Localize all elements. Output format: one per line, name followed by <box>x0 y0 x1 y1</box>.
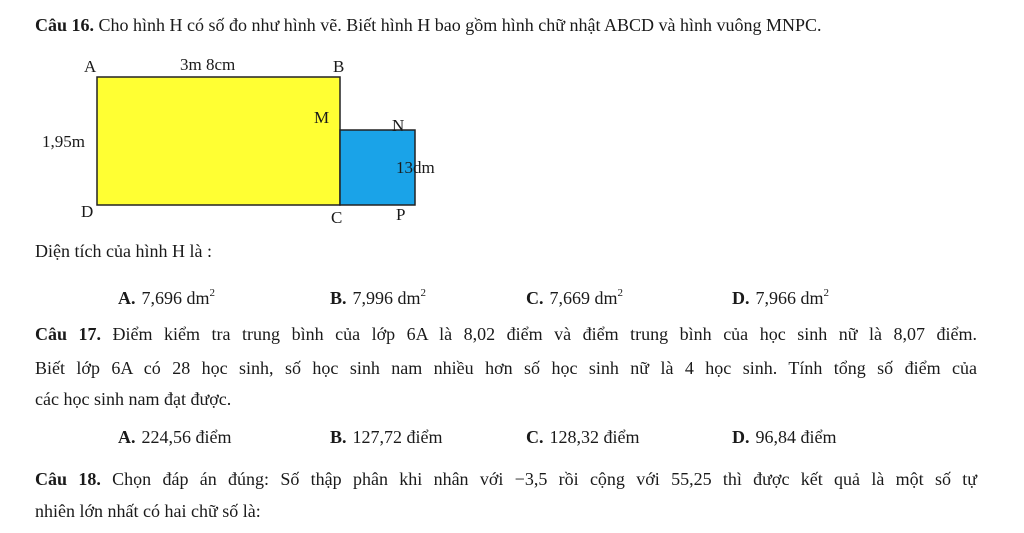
q17-option-d-letter: D. <box>732 427 750 447</box>
q16-option-b-letter: B. <box>330 288 347 308</box>
q16-option-c-exp: 2 <box>617 287 624 299</box>
q17-option-a-text: 224,56 điểm <box>141 427 232 447</box>
q17-line-1 <box>35 323 977 345</box>
label-c: C <box>331 208 343 227</box>
q16-option-d-value: 7,966 <box>755 288 796 308</box>
q16-figure <box>30 55 470 235</box>
label-a: A <box>84 57 97 76</box>
q17-option-b-text: 127,72 điểm <box>352 427 443 447</box>
q16-option-c-letter: C. <box>526 288 544 308</box>
q16-option-a <box>118 282 215 309</box>
label-n: N <box>392 116 405 135</box>
q16-option-b-exp: 2 <box>420 287 427 299</box>
q17-option-b-letter: B. <box>330 427 347 447</box>
label-left-length: 1,95m <box>42 132 85 151</box>
q16-option-a-letter: A. <box>118 288 136 308</box>
q17-option-c-text: 128,32 điểm <box>549 427 640 447</box>
label-m: M <box>314 108 330 127</box>
q17-option-a <box>118 426 232 448</box>
rectangle-abcd <box>97 77 340 205</box>
q16-option-c-value: 7,669 <box>549 288 590 308</box>
label-b: B <box>333 57 345 76</box>
label-top-length: 3m 8cm <box>180 55 236 74</box>
q16-number: Câu 16. <box>35 15 95 35</box>
q16-option-b-unit: dm <box>397 288 421 308</box>
label-p: P <box>396 205 406 224</box>
q16-option-c <box>526 282 623 309</box>
q16-option-a-value: 7,696 <box>141 288 182 308</box>
q16-text: Cho hình H có số đo như hình vẽ. Biết hình H bao gồm hình chữ nhật ABCD và hình vuông MNPC. <box>98 15 822 35</box>
q16-option-d-exp: 2 <box>823 287 830 299</box>
q18-line-1-text: Chọn đáp án đúng: Số thập phân khi nhân với −3,5 rồi cộng với 55,25 thì được kết quả là một số tự <box>112 469 978 489</box>
q17-line-1-text: Điểm kiểm tra trung bình của lớp 6A là 8,02 điểm và điểm trung bình của học sinh nữ là 8,07 điểm. <box>112 324 977 344</box>
q16-option-c-unit: dm <box>594 288 618 308</box>
q18-number: Câu 18. <box>35 469 101 489</box>
q16-prompt: Diện tích của hình H là : <box>35 241 212 261</box>
q17-option-c <box>526 426 640 448</box>
q16-option-d <box>732 282 829 309</box>
q16-option-b <box>330 282 426 309</box>
q16-option-b-value: 7,996 <box>352 288 394 308</box>
q16-statement <box>35 14 822 36</box>
q17-option-a-letter: A. <box>118 427 136 447</box>
q17-option-c-letter: C. <box>526 427 544 447</box>
q16-option-d-unit: dm <box>800 288 824 308</box>
q18-line-1 <box>35 468 977 490</box>
q16-option-a-exp: 2 <box>209 287 216 299</box>
q16-option-d-letter: D. <box>732 288 750 308</box>
q17-number: Câu 17. <box>35 324 102 344</box>
q17-option-b <box>330 426 443 448</box>
label-d: D <box>81 202 94 221</box>
q17-line-3: các học sinh nam đạt được. <box>35 389 232 409</box>
q18-line-2: nhiên lớn nhất có hai chữ số là: <box>35 501 261 521</box>
q17-option-d-text: 96,84 điểm <box>755 427 837 447</box>
q17-line-2: Biết lớp 6A có 28 học sinh, số học sinh nam nhiều hơn số học sinh nữ là 4 học sinh. Tính tổng số điểm của <box>35 358 977 378</box>
q16-option-a-unit: dm <box>186 288 210 308</box>
label-square-side: 13dm <box>396 158 435 177</box>
q17-option-d <box>732 426 837 448</box>
